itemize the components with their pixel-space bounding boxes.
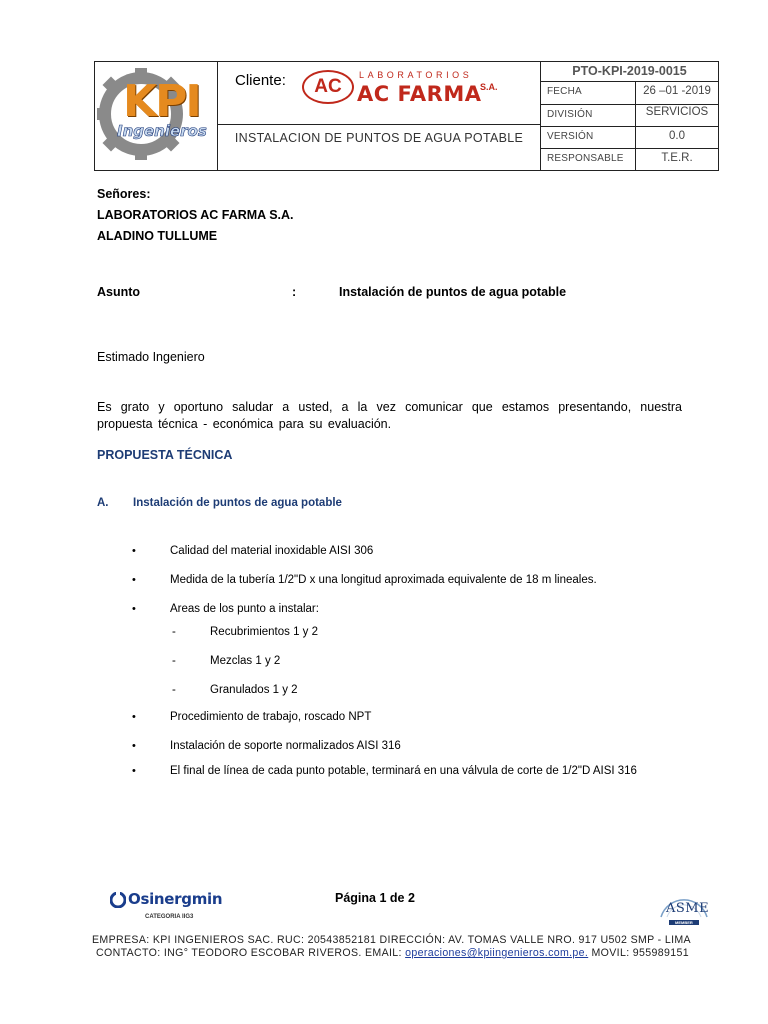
sub-list-item: Recubrimientos 1 y 2: [210, 626, 319, 638]
divider: [540, 148, 718, 149]
intro-paragraph: Es grato y oportuno saludar a usted, a la vez comunicar que estamos presentando, nuestra propuesta técnica - económica para su evaluación.: [97, 400, 682, 431]
responsable-value: T.E.R.: [661, 152, 693, 164]
osinergmin-category: CATEGORIA IIG3: [145, 914, 194, 920]
recipient-person: ALADINO TULLUME: [97, 229, 218, 243]
subsection-letter: A.: [97, 497, 109, 509]
dash-icon: -: [172, 684, 176, 696]
osinergmin-name: Osinergmin: [128, 890, 223, 908]
asme-member: MEMBER: [675, 920, 693, 925]
cliente-label: Cliente:: [235, 72, 286, 89]
list-item: El final de línea de cada punto potable, terminará en una válvula de corte de 1/2"D AISI 316: [170, 765, 637, 777]
dash-icon: -: [172, 626, 176, 638]
bullet-icon: •: [132, 765, 136, 777]
kpi-logo-text: KPI: [123, 76, 200, 127]
list-item: Calidad del material inoxidable AISI 306: [170, 545, 374, 557]
acfarma-name: AC FARMA: [357, 82, 482, 106]
version-value: 0.0: [669, 130, 685, 142]
bullet-icon: •: [132, 545, 136, 557]
acfarma-ring-logo: AC: [302, 70, 354, 104]
document-header: [94, 61, 719, 171]
acfarma-laboratorios: LABORATORIOS: [359, 70, 473, 80]
asme-text: ASME: [666, 901, 710, 916]
osinergmin-emblem-icon: [110, 892, 126, 908]
sub-list-item: Granulados 1 y 2: [210, 684, 298, 696]
responsable-label: RESPONSABLE: [547, 153, 624, 164]
footer-email-link[interactable]: operaciones@kpiingenieros.com.pe.: [405, 947, 589, 959]
version-label: VERSIÓN: [547, 131, 594, 142]
sub-list-item: Mezclas 1 y 2: [210, 655, 281, 667]
dash-icon: -: [172, 655, 176, 667]
footer-contact-suffix: MOVIL: 955989151: [588, 947, 689, 959]
divider: [540, 104, 718, 105]
list-item: Areas de los punto a instalar:: [170, 603, 319, 615]
recipient-company: LABORATORIOS AC FARMA S.A.: [97, 208, 294, 222]
section-title: PROPUESTA TÉCNICA: [97, 448, 233, 462]
document-code: PTO-KPI-2019-0015: [572, 64, 687, 78]
subject-colon: :: [292, 285, 297, 299]
asme-logo: [655, 887, 713, 927]
acfarma-suffix: S.A.: [480, 82, 498, 92]
footer-contact-line: [96, 947, 689, 959]
bullet-icon: •: [132, 603, 136, 615]
fecha-value: 26 –01 -2019: [643, 85, 711, 97]
list-item: Medida de la tubería 1/2"D x una longitud aproximada equivalente de 18 m lineales.: [170, 574, 597, 586]
list-item: Procedimiento de trabajo, roscado NPT: [170, 711, 372, 723]
kpi-logo: [97, 64, 217, 166]
divider: [217, 62, 218, 170]
division-label: DIVISIÓN: [547, 109, 593, 120]
divider: [540, 126, 718, 127]
page-number: Página 1 de 2: [335, 891, 415, 905]
salutation: Señores:: [97, 187, 151, 201]
bullet-icon: •: [132, 740, 136, 752]
greeting: Estimado Ingeniero: [97, 350, 205, 364]
list-item: Instalación de soporte normalizados AISI 316: [170, 740, 401, 752]
kpi-logo-subtext: Ingenieros: [117, 122, 207, 140]
footer-contact-prefix: CONTACTO: ING° TEODORO ESCOBAR RIVEROS. EMAIL:: [96, 947, 406, 959]
fecha-label: FECHA: [547, 86, 582, 97]
document-title: INSTALACION DE PUNTOS DE AGUA POTABLE: [234, 131, 524, 145]
subject-label: Asunto: [97, 285, 141, 299]
footer-company-line: EMPRESA: KPI INGENIEROS SAC. RUC: 20543852181 DIRECCIÓN: AV. TOMAS VALLE NRO. 917 U502 SMP - LIMA: [92, 934, 691, 946]
division-value: SERVICIOS: [645, 106, 709, 118]
divider: [540, 81, 718, 82]
subsection-title: Instalación de puntos de agua potable: [133, 497, 342, 509]
bullet-icon: •: [132, 574, 136, 586]
bullet-icon: •: [132, 711, 136, 723]
subject-value: Instalación de puntos de agua potable: [339, 285, 567, 299]
